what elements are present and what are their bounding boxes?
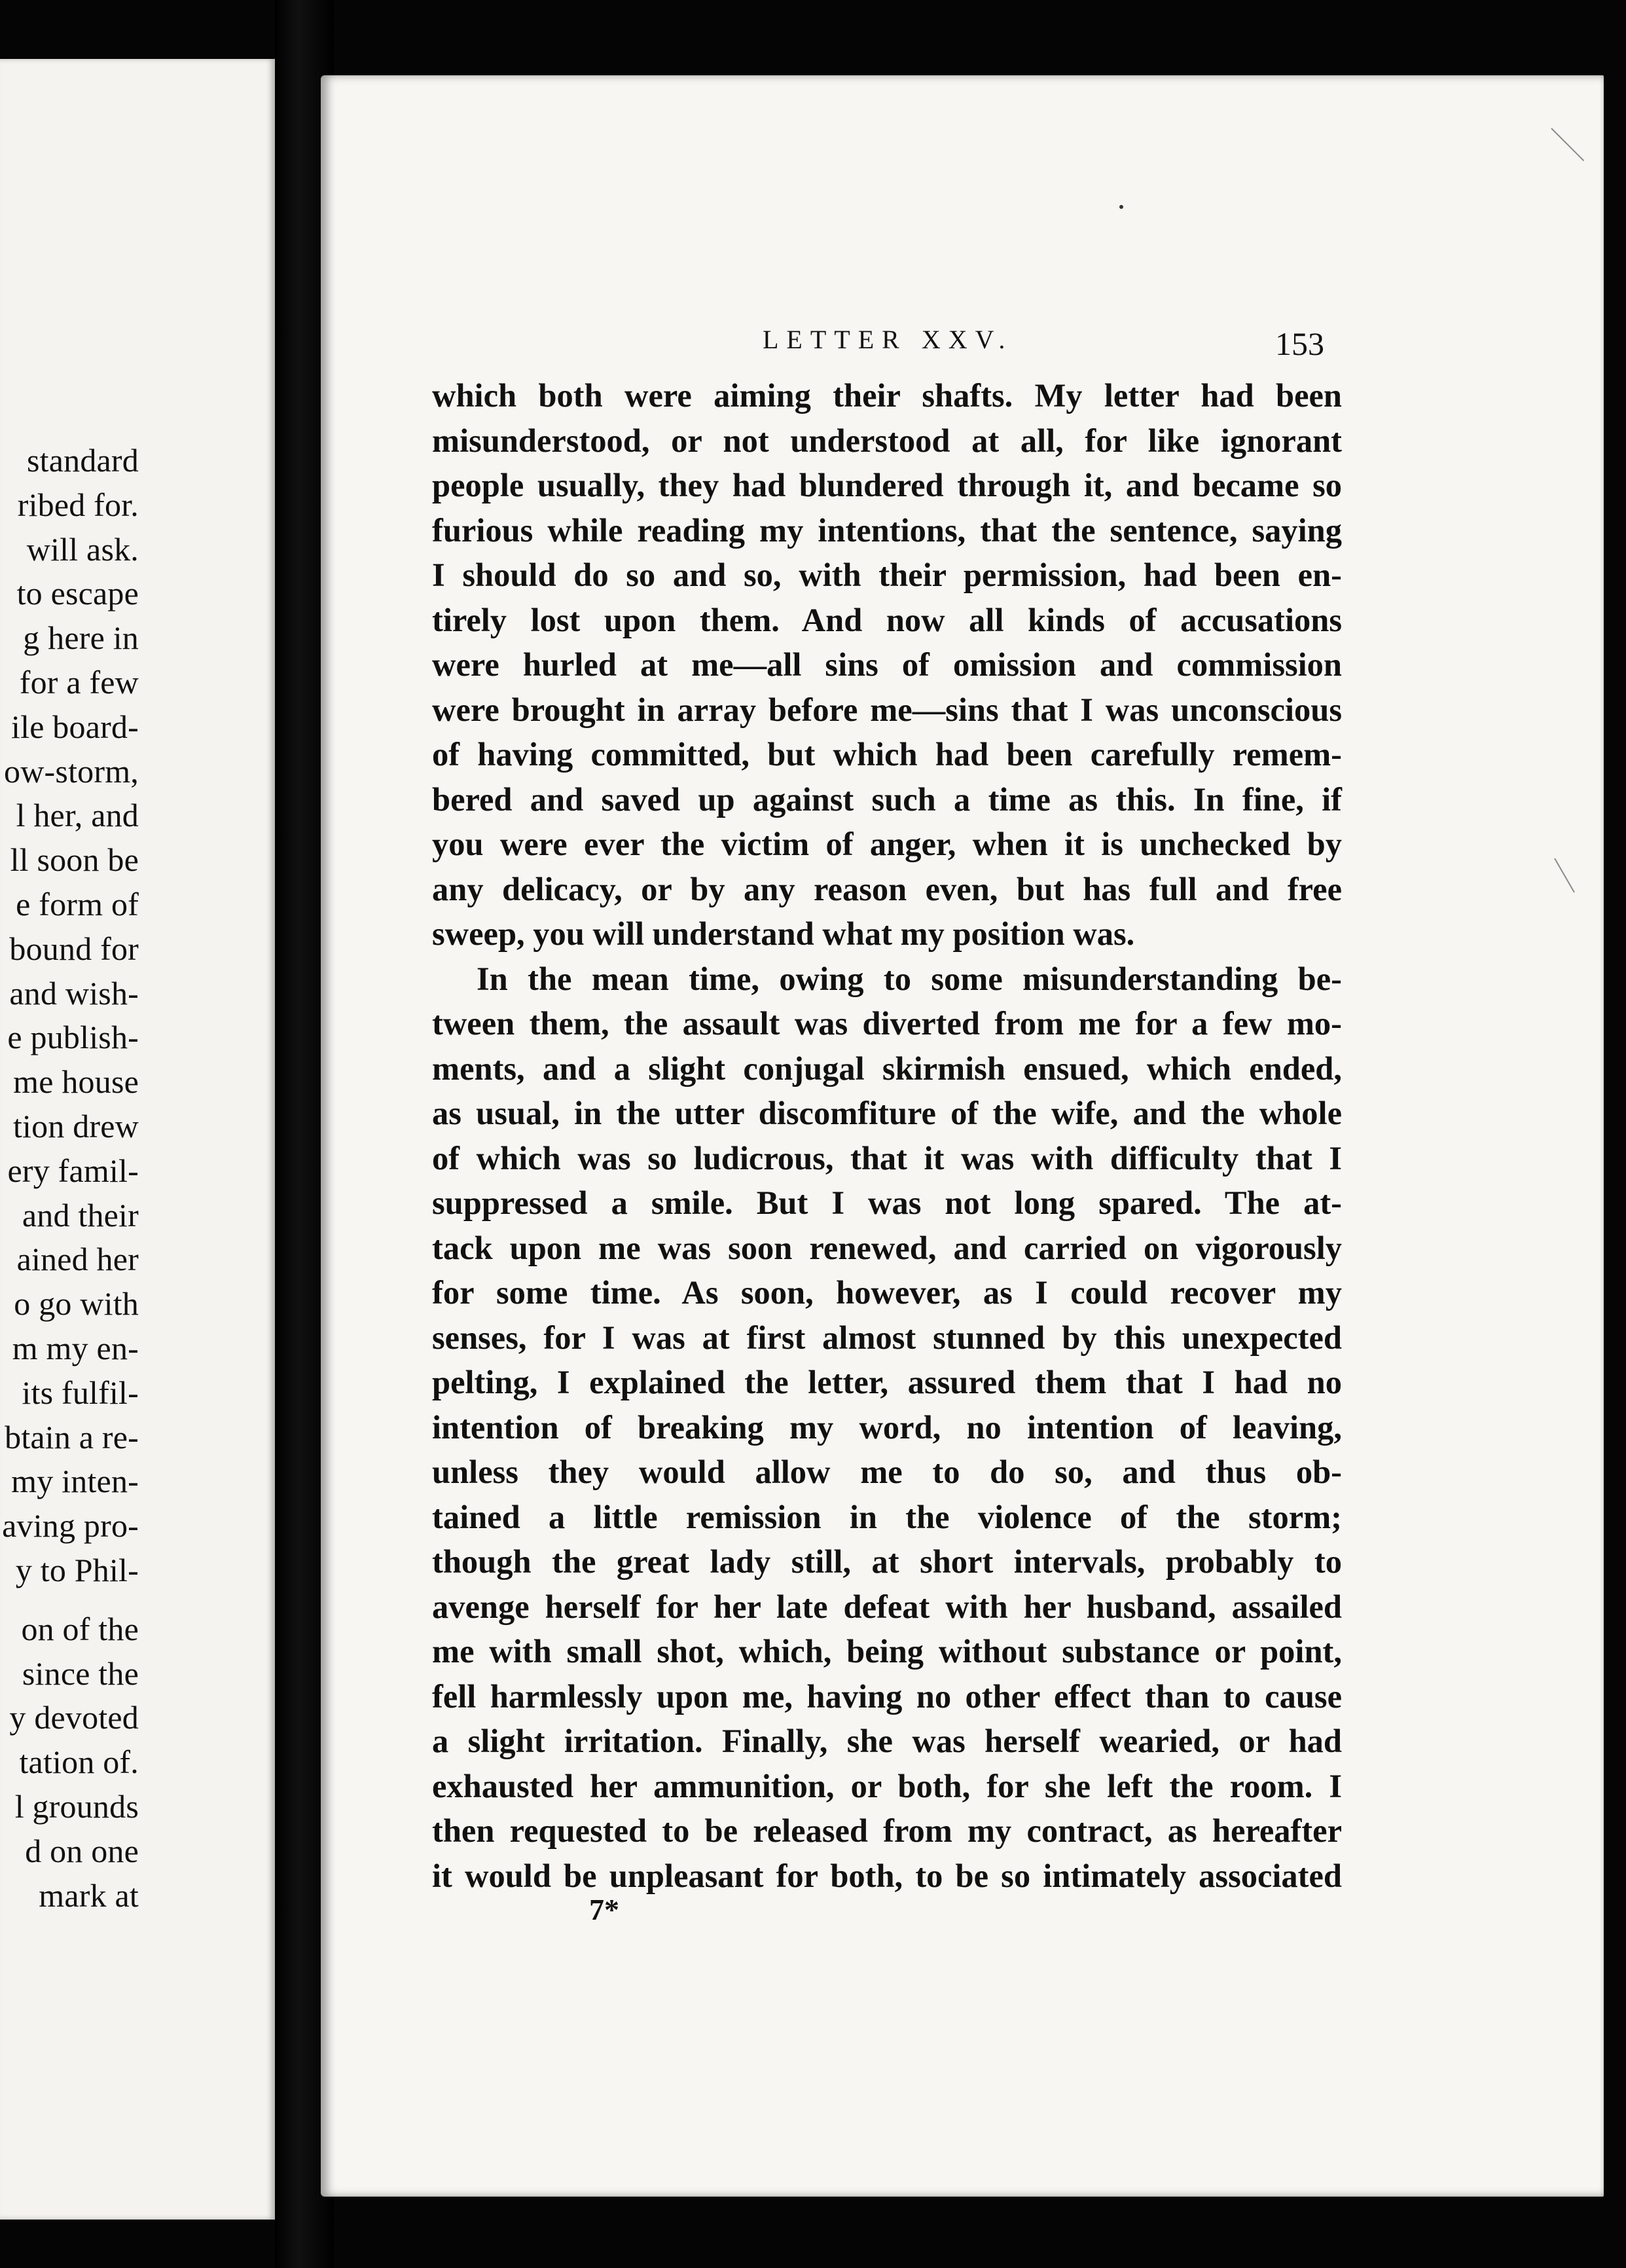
left-text-line: l her, and <box>16 797 139 834</box>
text-line: pelting, I explained the letter, assured them that I had no <box>432 1364 1342 1400</box>
left-page-text <box>0 439 139 1918</box>
text-line: senses, for I was at first almost stunned by this unexpected <box>432 1319 1342 1356</box>
text-line: sweep, you will understand what my position was. <box>432 915 1135 952</box>
text-line: tween them, the assault was diverted from me for a few mo- <box>432 1005 1342 1042</box>
left-text-line: tation of. <box>19 1744 139 1781</box>
left-text-line: aving pro- <box>2 1507 139 1545</box>
left-text-line: ained her <box>16 1241 139 1278</box>
left-text-line: ery famil- <box>7 1152 139 1189</box>
page-scratch <box>1554 858 1575 893</box>
text-line: people usually, they had blundered through it, and became so <box>432 467 1342 503</box>
left-text-line: ile board- <box>11 708 139 745</box>
text-line: avenge herself for her late defeat with her husband, assailed <box>432 1588 1342 1625</box>
left-text-line: ow-storm, <box>4 752 139 790</box>
text-line: fell harmlessly upon me, having no other effect than to cause <box>432 1677 1342 1715</box>
text-line: In the mean time, owing to some misunderstanding be- <box>477 960 1342 997</box>
text-line: were brought in array before me—sins that I was unconscious <box>432 691 1342 728</box>
text-line: unless they would allow me to do so, and thus ob- <box>432 1454 1342 1490</box>
left-text-line: e form of <box>16 885 139 923</box>
text-line: which both were aiming their shafts. My letter had been <box>432 377 1342 414</box>
text-line: of having committed, but which had been carefully remem- <box>432 736 1342 773</box>
running-head: LETTER XXV. <box>763 325 1013 354</box>
text-line: tirely lost upon them. And now all kinds of accusations <box>432 601 1342 638</box>
left-text-line: m my en- <box>12 1329 139 1366</box>
text-line: intention of breaking my word, no intention of leaving, <box>432 1408 1342 1446</box>
text-line: me with small shot, which, being without substance or point, <box>432 1633 1342 1670</box>
left-text-line: y to Phil- <box>15 1551 139 1588</box>
signature-mark: 7* <box>589 1893 619 1926</box>
text-line: I should do so and so, with their permission, had been en- <box>432 557 1342 593</box>
left-text-line: and wish- <box>9 974 139 1012</box>
left-text-line: l grounds <box>14 1787 139 1825</box>
left-text-line: for a few <box>19 663 139 701</box>
text-line: any delicacy, or by any reason even, but has full and free <box>432 870 1342 907</box>
text-line: of which was so ludicrous, that it was with difficulty that I <box>432 1139 1342 1177</box>
text-line: then requested to be released from my contract, as hereafter <box>432 1812 1342 1849</box>
text-line: ments, and a slight conjugal skirmish ensued, which ended, <box>432 1050 1342 1087</box>
left-text-line: its fulfil- <box>22 1374 139 1411</box>
left-text-line: on of the <box>21 1610 139 1647</box>
text-line: you were ever the victim of anger, when it is unchecked by <box>432 826 1342 862</box>
left-text-line: since the <box>22 1655 139 1692</box>
text-line: for some time. As soon, however, as I could recover my <box>432 1274 1342 1311</box>
left-text-line: ribed for. <box>17 486 139 523</box>
left-text-line: ll soon be <box>10 841 139 879</box>
text-line: exhausted her ammunition, or both, for she left the room. I <box>432 1767 1342 1804</box>
page-number: 153 <box>1275 325 1324 362</box>
left-text-line: will ask. <box>26 530 139 568</box>
left-text-line: and their <box>22 1196 139 1234</box>
left-text-line: bound for <box>9 930 139 967</box>
left-text-line: standard <box>27 442 139 479</box>
text-line: were hurled at me—all sins of omission and commission <box>432 646 1342 683</box>
text-line: furious while reading my intentions, that the sentence, saying <box>432 511 1342 549</box>
text-line: it would be unpleasant for both, to be so intimately associated <box>432 1857 1342 1894</box>
text-line: as usual, in the utter discomfiture of the wife, and the whole <box>432 1095 1342 1131</box>
left-text-line: d on one <box>25 1832 139 1869</box>
left-text-line: e publish- <box>7 1019 139 1056</box>
body-text <box>432 373 1342 1898</box>
left-text-line: y devoted <box>9 1699 139 1736</box>
left-text-line: tion drew <box>12 1107 139 1144</box>
left-text-line: btain a re- <box>5 1418 139 1455</box>
text-line: tained a little remission in the violence of the storm; <box>432 1498 1342 1535</box>
left-facing-page <box>0 59 275 2220</box>
page-speck <box>1119 205 1123 209</box>
text-line: misunderstood, or not understood at all, for like ignorant <box>432 422 1342 459</box>
left-text-line: o go with <box>14 1285 139 1323</box>
left-text-line: g here in <box>23 619 139 657</box>
text-line: a slight irritation. Finally, she was herself wearied, or had <box>432 1723 1342 1759</box>
left-text-line: my inten- <box>11 1463 139 1500</box>
text-line: tack upon me was soon renewed, and carried on vigorously <box>432 1229 1342 1266</box>
left-text-line: to escape <box>16 575 139 612</box>
text-line: bered and saved up against such a time as this. In fine, if <box>432 780 1342 818</box>
left-text-line: me house <box>13 1063 139 1101</box>
text-line: though the great lady still, at short intervals, probably to <box>432 1543 1342 1580</box>
left-text-line: mark at <box>39 1876 139 1914</box>
text-line: suppressed a smile. But I was not long spared. The at- <box>432 1184 1342 1221</box>
page-scratch <box>1551 128 1584 161</box>
